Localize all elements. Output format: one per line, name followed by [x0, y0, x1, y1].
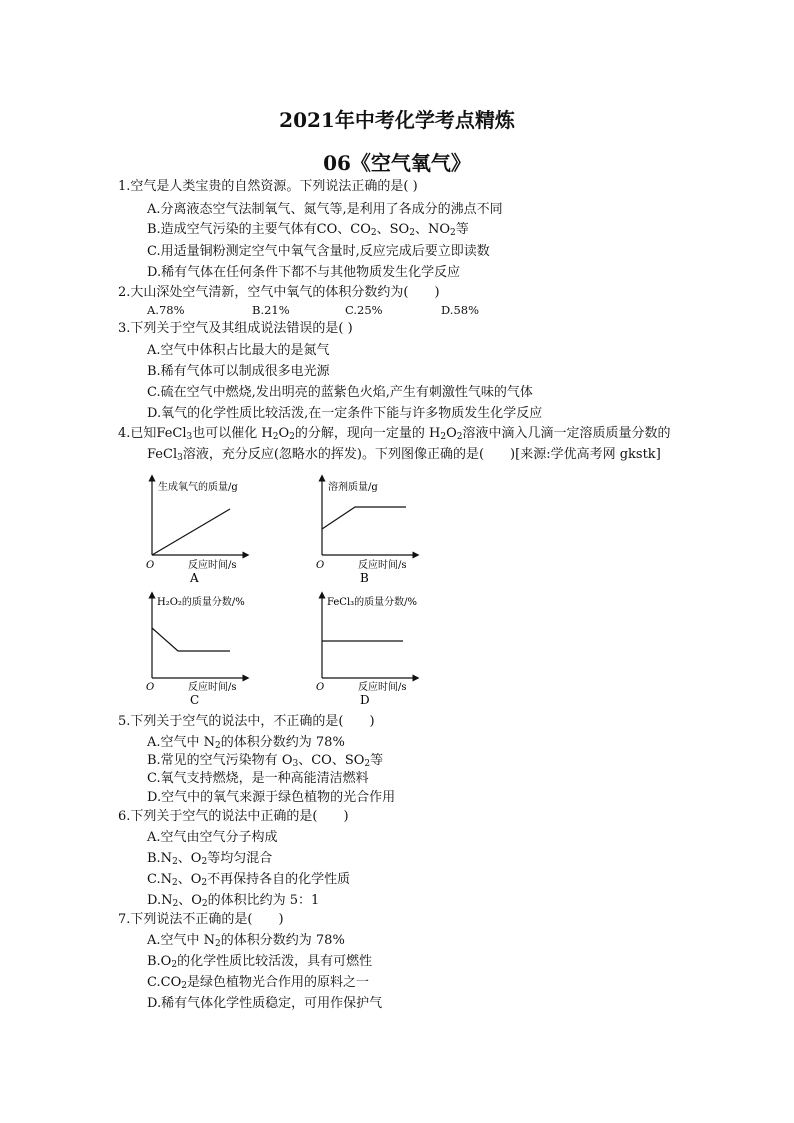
- q6-option-c: $C.N_2$、$O_2$不再保持各自的化学性质: [147, 872, 351, 888]
- q1-option-d: D.稀有气体在任何条件下都不与其他物质发生化学反应: [147, 265, 461, 280]
- q6-option-a: A.空气由空气分子构成: [147, 830, 278, 845]
- q7-option-d: D.稀有气体化学性质稳定，可用作保护气: [147, 996, 383, 1011]
- graph-c-xlabel: 反应时间/s: [188, 682, 237, 693]
- q2-option-b: B.21%: [252, 303, 290, 317]
- q5-option-b: B.常见的空气污染物有 $O_3$、CO、$SO_2$等: [147, 753, 384, 769]
- q4-stem-line1: 4.已知FeCl$_3$也可以催化 $H_2O_2$的分解，现向一定量的 $H_2O_2$溶液中滴入几滴一定溶质质量分数的: [118, 426, 671, 442]
- graph-a-line: [152, 509, 230, 555]
- graph-d-origin: O: [316, 682, 325, 693]
- graph-a-xlabel: 反应时间/s: [188, 560, 237, 571]
- graph-d-letter: D: [360, 693, 370, 707]
- q5-option-a: A.空气中 $N_2$的体积分数约为 78%: [147, 735, 345, 751]
- graph-d-xlabel: 反应时间/s: [358, 682, 407, 693]
- q3-stem: 3.下列关于空气及其组成说法错误的是( ): [118, 321, 353, 336]
- graph-b-letter: B: [360, 571, 369, 585]
- q2-option-a: A.78%: [147, 303, 185, 317]
- graph-a-ylabel: 生成氧气的质量/g: [158, 482, 238, 493]
- q4-stem-line2: FeCl$_3$溶液，充分反应(忽略水的挥发)。下列图像正确的是( )[来源:学优高考网 gkstk]: [147, 447, 661, 463]
- graph-b-origin: O: [316, 560, 325, 571]
- q1-stem: 1.空气是人类宝贵的自然资源。下列说法正确的是( ): [118, 179, 418, 194]
- q6-option-b: $B.N_2$、$O_2$等均匀混合: [147, 851, 273, 867]
- q6-stem: 6.下列关于空气的说法中正确的是( ): [118, 809, 349, 824]
- q1-option-b: B.造成空气污染的主要气体有CO、$CO_2$、$SO_2$、$NO_2$等: [147, 222, 469, 238]
- graph-c-origin: O: [146, 682, 155, 693]
- q1-option-a: A.分离液态空气法制氧气、氮气等,是利用了各成分的沸点不同: [147, 202, 503, 217]
- q2-option-d: D.58%: [441, 303, 480, 317]
- q7-stem: 7.下列说法不正确的是( ): [118, 912, 284, 927]
- graph-d-ylabel: FeCl₃的质量分数/%: [327, 597, 418, 608]
- q5-stem: 5.下列关于空气的说法中，不正确的是( ): [118, 714, 375, 729]
- q3-option-b: B.稀有气体可以制成很多电光源: [147, 364, 330, 379]
- q5-option-c: C.氧气支持燃烧，是一种高能清洁燃料: [147, 771, 369, 786]
- q3-option-c: C.硫在空气中燃烧,发出明亮的蓝紫色火焰,产生有刺激性气味的气体: [147, 385, 533, 400]
- page-title: 2021年中考化学考点精炼: [279, 108, 515, 132]
- q7-option-a: A.空气中 $N_2$的体积分数约为 78%: [147, 933, 345, 949]
- graph-a-origin: O: [146, 560, 155, 571]
- q3-option-d: D.氧气的化学性质比较活泼,在一定条件下能与许多物质发生化学反应: [147, 406, 543, 421]
- graph-c-line: [152, 628, 230, 651]
- graph-a-letter: A: [190, 571, 199, 585]
- graph-c: [146, 595, 246, 707]
- graph-c-ylabel: H₂O₂的质量分数/%: [157, 597, 245, 608]
- q7-option-c: $C.CO_2$是绿色植物光合作用的原料之一: [147, 975, 369, 991]
- graph-b: [316, 478, 416, 585]
- q3-option-a: A.空气中体积占比最大的是氮气: [147, 343, 330, 358]
- graph-a: [146, 478, 246, 585]
- q1-option-c: C.用适量铜粉测定空气中氧气含量时,反应完成后要立即读数: [147, 244, 490, 259]
- q2-option-c: C.25%: [345, 303, 383, 317]
- page-subtitle: 06《空气氧气》: [323, 151, 471, 175]
- q5-option-d: D.空气中的氧气来源于绿色植物的光合作用: [147, 790, 396, 805]
- graph-b-xlabel: 反应时间/s: [358, 560, 407, 571]
- graph-d: [316, 595, 417, 707]
- graph-b-line: [322, 507, 406, 529]
- graph-c-letter: C: [190, 693, 200, 707]
- graph-b-ylabel: 溶剂质量/g: [328, 482, 378, 493]
- q6-option-d: $D.N_2$、$O_2$的体积比约为 5：1: [147, 893, 320, 909]
- q2-stem: 2.大山深处空气清新，空气中氧气的体积分数约为( ): [118, 285, 440, 300]
- q7-option-b: $B.O_2$的化学性质比较活泼，具有可燃性: [147, 954, 373, 970]
